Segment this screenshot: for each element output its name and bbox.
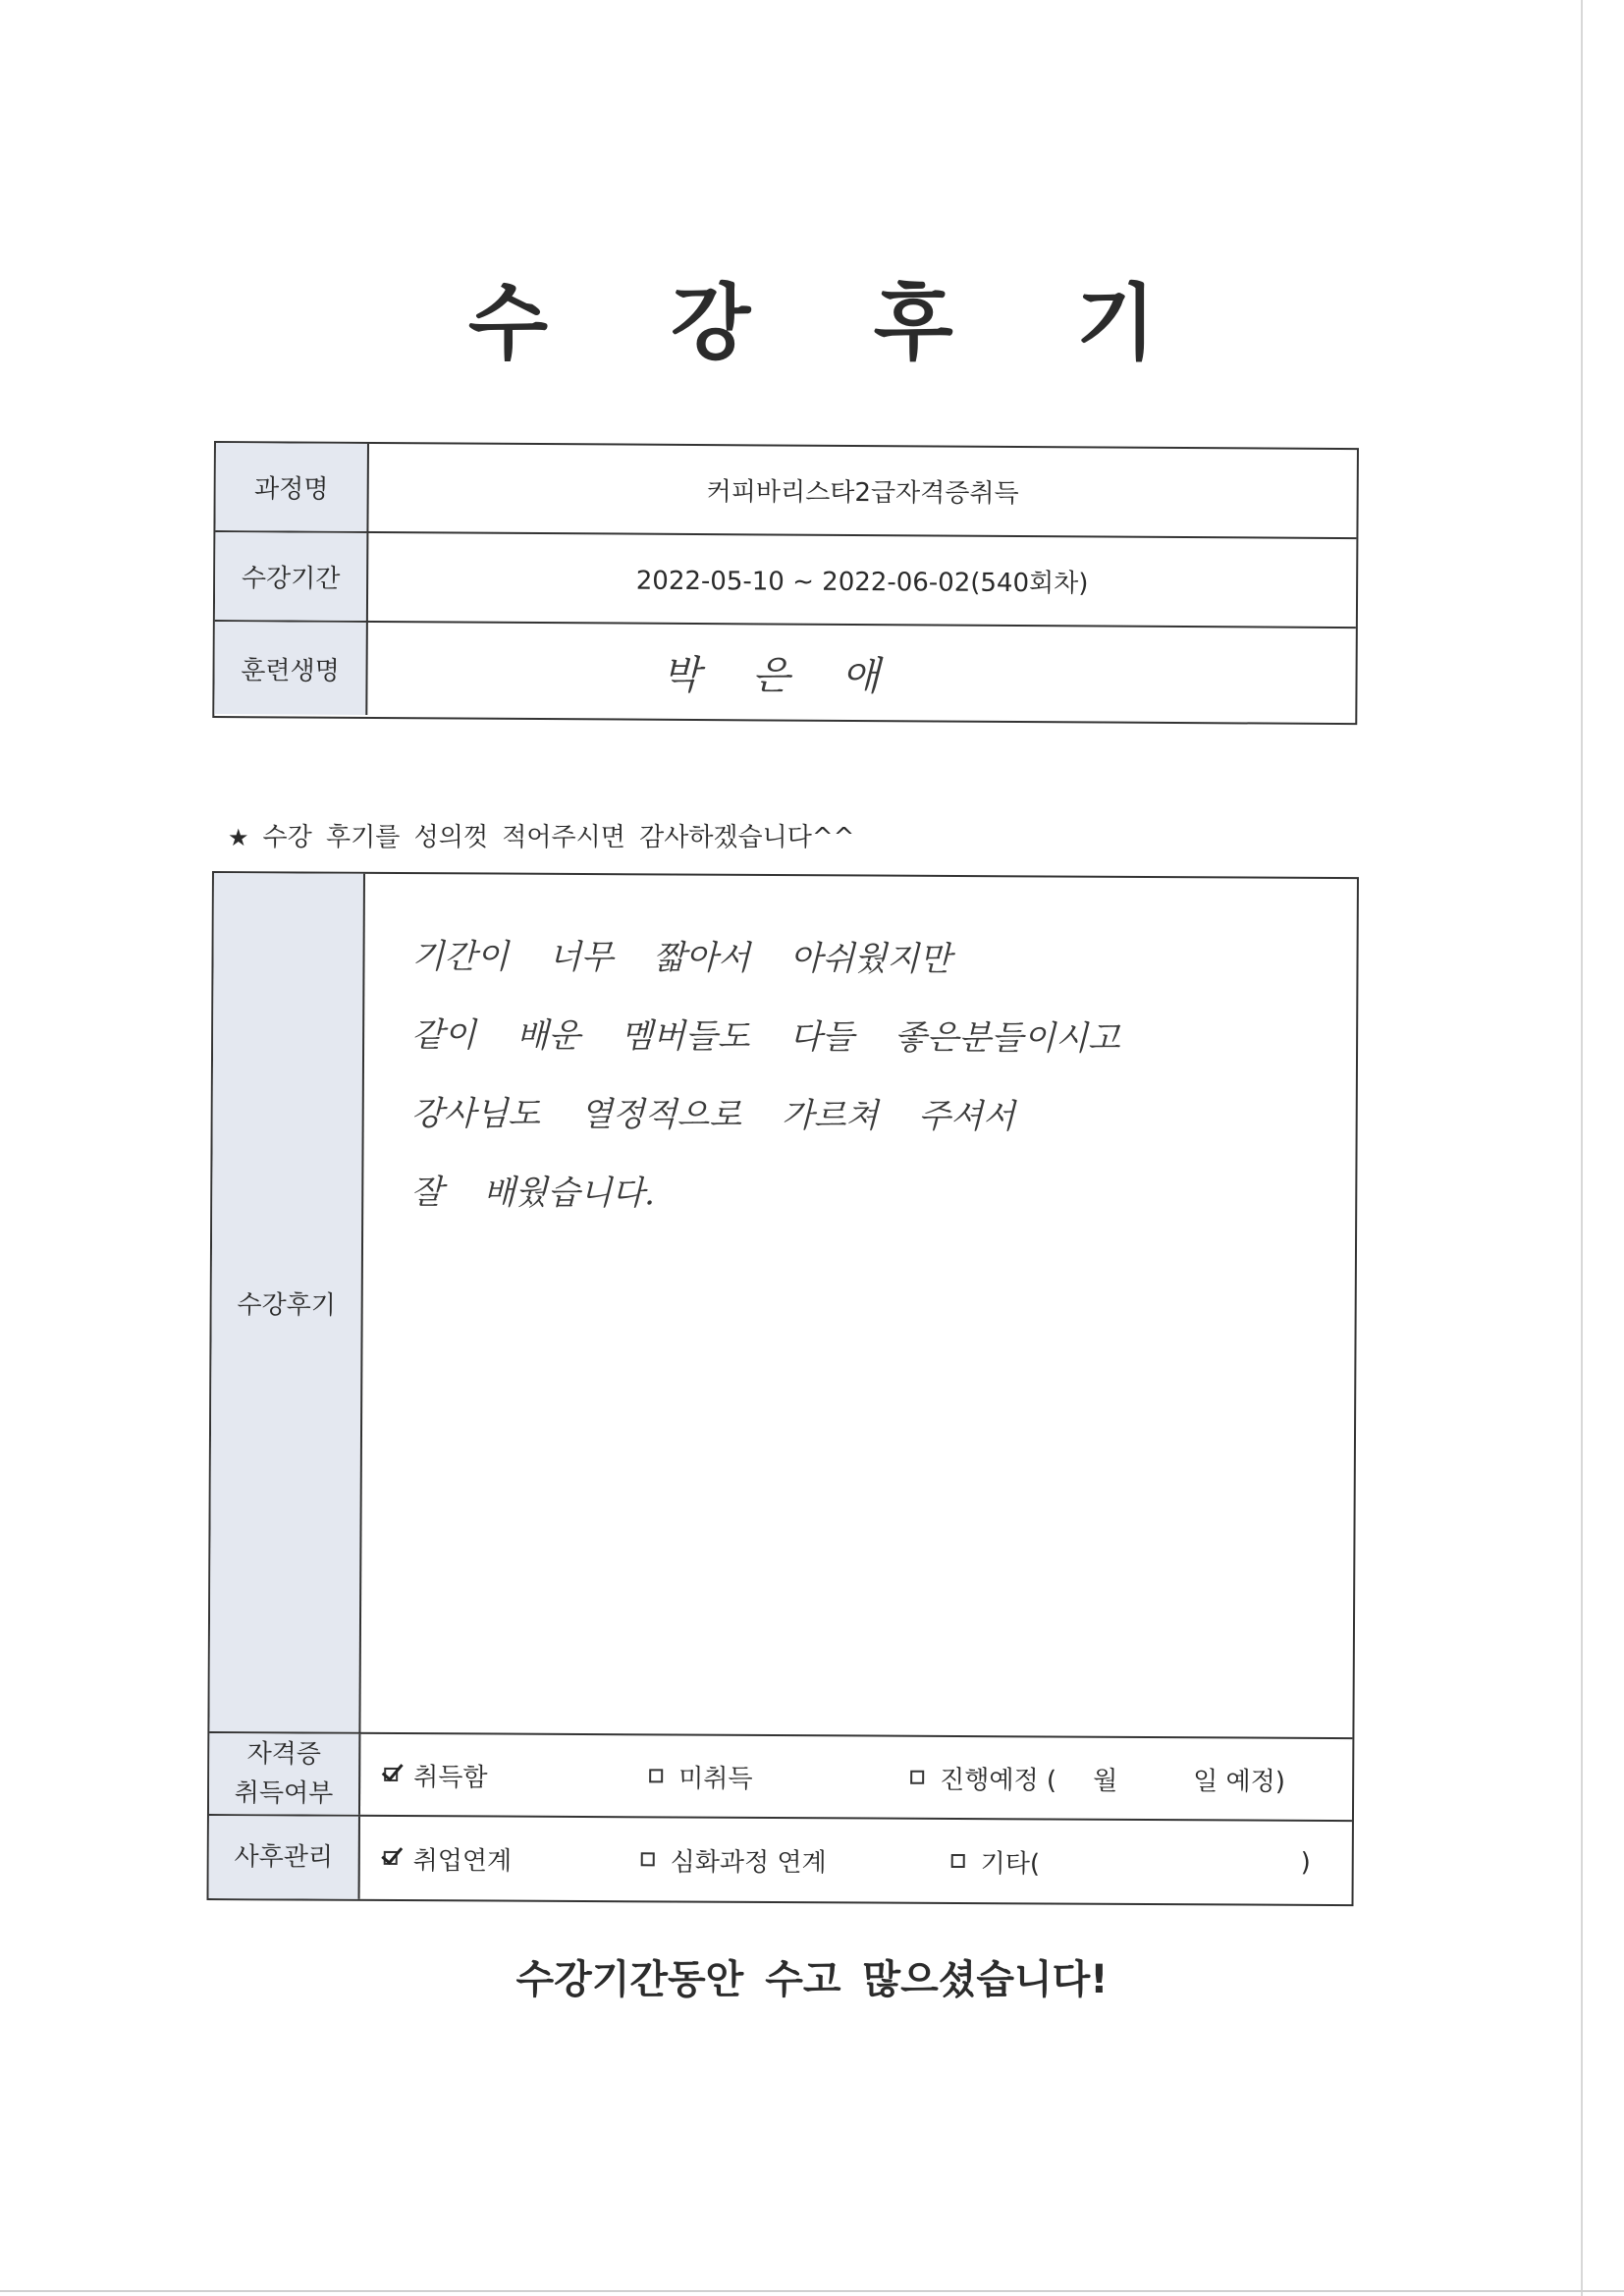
aftercare-option-advanced-course-label: 심화과정 연계	[670, 1846, 827, 1878]
review-line-2: 같이 배운 멤버들도 다들 좋은분들이시고	[411, 1015, 1120, 1059]
review-line-4: 잘 배웠습니다.	[410, 1173, 656, 1214]
trainee-name-row	[214, 622, 1356, 721]
review-table	[207, 871, 1359, 1906]
course-info-table	[212, 441, 1359, 725]
aftercare-close-paren: )	[1300, 1847, 1311, 1878]
checked-box-icon[interactable]	[384, 1768, 398, 1781]
aftercare-option-other[interactable]	[951, 1820, 1041, 1902]
review-line-3: 강사님도 열정적으로 가르쳐 주셔서	[410, 1094, 1015, 1137]
closing-message: 수강기간동안 수고 많으셨습니다!	[515, 1957, 1109, 2002]
checkbox-icon[interactable]	[641, 1852, 655, 1866]
checkbox-icon[interactable]	[649, 1769, 663, 1782]
document-title: 수 강 후 기	[467, 275, 1204, 371]
course-period-label: 수강기간	[215, 532, 369, 621]
scan-bottom-line	[0, 2290, 1624, 2292]
certificate-option-not-acquired[interactable]	[649, 1735, 753, 1817]
certificate-label-line2: 취득여부	[234, 1778, 334, 1809]
course-name-label: 과정명	[215, 443, 369, 531]
aftercare-label: 사후관리	[209, 1816, 360, 1899]
trainee-name-label: 훈련생명	[214, 622, 368, 715]
aftercare-option-employment[interactable]	[384, 1817, 513, 1900]
aftercare-option-other-label: 기타(	[980, 1848, 1041, 1879]
star-icon: ★	[228, 824, 249, 851]
certificate-option-in-progress[interactable]	[910, 1737, 1056, 1819]
checkbox-icon[interactable]	[951, 1854, 965, 1868]
certificate-option-not-acquired-label: 미취득	[678, 1764, 753, 1794]
review-label: 수강후기	[209, 873, 363, 1732]
certificate-row	[209, 1733, 1352, 1822]
checked-box-icon[interactable]	[384, 1851, 398, 1865]
certificate-option-acquired-label: 취득함	[413, 1762, 488, 1792]
certificate-month: 월	[1093, 1766, 1118, 1796]
review-text-area	[360, 874, 1357, 1737]
certificate-day-planned: 일 예정)	[1193, 1766, 1286, 1797]
trainee-name-cell	[367, 623, 1356, 721]
certificate-option-in-progress-label: 진행예정 (	[940, 1765, 1057, 1796]
course-name-value: 커피바리스타2급자격증취득	[706, 477, 1019, 510]
aftercare-option-advanced-course[interactable]	[641, 1818, 827, 1901]
certificate-label	[209, 1733, 360, 1815]
trainee-name-handwritten: 박 은 애	[662, 652, 900, 700]
instruction-text: 수강 후기를 성의껏 적어주시면 감사하겠습니다^^	[262, 823, 855, 852]
review-line-1: 기간이 너무 짧아서 아쉬웠지만	[411, 937, 952, 979]
course-period-row	[215, 532, 1357, 629]
course-period-value: 2022-05-10 ~ 2022-06-02(540회차)	[635, 566, 1089, 599]
course-name-row	[215, 443, 1357, 539]
aftercare-option-employment-label: 취업연계	[412, 1845, 513, 1877]
checkbox-icon[interactable]	[910, 1771, 924, 1784]
aftercare-row	[209, 1816, 1352, 1904]
certificate-label-line1: 자격증	[246, 1739, 322, 1770]
instruction-note	[228, 817, 854, 853]
certificate-option-acquired[interactable]	[384, 1734, 488, 1816]
